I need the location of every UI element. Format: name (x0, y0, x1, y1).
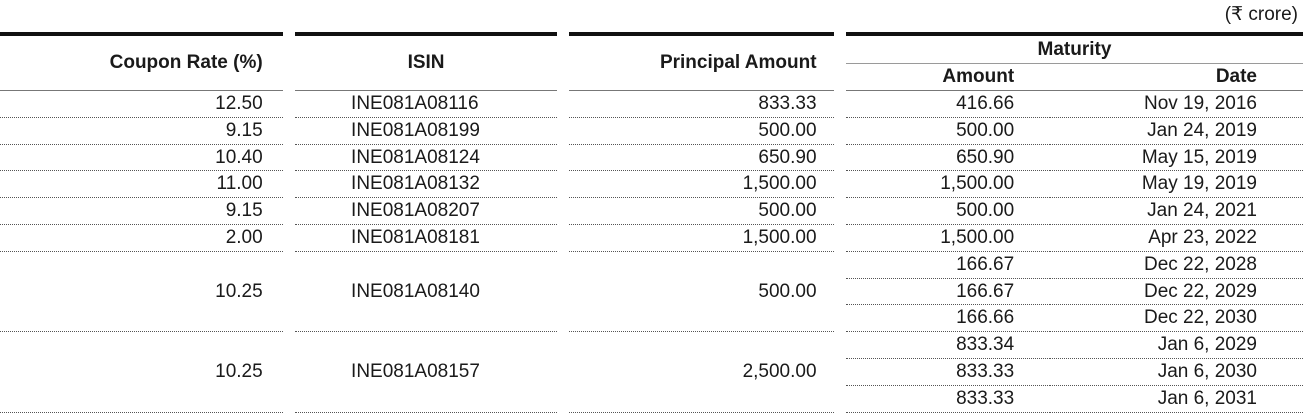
table-row (0, 117, 1303, 144)
maturity-date-cell: Jan 6, 2031 (1050, 385, 1303, 412)
principal-amount-cell: 500.00 (569, 198, 833, 225)
coupon-rate-cell: 9.15 (0, 198, 283, 225)
maturity-amount-cell: 166.67 (846, 251, 1050, 278)
principal-amount-cell: 1,500.00 (569, 171, 833, 198)
maturity-amount-cell: 833.33 (846, 358, 1050, 385)
isin-cell: INE081A08181 (295, 224, 557, 251)
maturity-date-cell: Nov 19, 2016 (1050, 91, 1303, 118)
isin-cell: INE081A08157 (295, 332, 557, 412)
maturity-amount-cell: 1,500.00 (846, 171, 1050, 198)
maturity-amount-cell: 500.00 (846, 198, 1050, 225)
table-row (0, 144, 1303, 171)
maturity-amount-cell: 833.33 (846, 385, 1050, 412)
maturity-date-cell: Jan 24, 2019 (1050, 117, 1303, 144)
isin-cell: INE081A08199 (295, 117, 557, 144)
unit-label: (₹ crore) (1224, 4, 1298, 25)
maturity-date-cell: Apr 23, 2022 (1050, 224, 1303, 251)
maturity-amount-cell: 166.66 (846, 305, 1050, 332)
table-row (0, 91, 1303, 118)
maturity-date-cell: Jan 6, 2029 (1050, 332, 1303, 359)
maturity-amount-cell: 650.90 (846, 144, 1050, 171)
maturity-date-cell: Dec 22, 2030 (1050, 305, 1303, 332)
principal-amount-cell: 2,500.00 (569, 332, 833, 412)
isin-cell: INE081A08124 (295, 144, 557, 171)
maturity-amount-cell: 1,500.00 (846, 224, 1050, 251)
table-row (0, 171, 1303, 198)
maturity-amount-cell: 833.34 (846, 332, 1050, 359)
maturity-amount-cell: 500.00 (846, 117, 1050, 144)
header-coupon-rate: Coupon Rate (%) (0, 34, 283, 91)
table-body (0, 91, 1303, 413)
header-maturity-date: Date (1050, 64, 1303, 91)
coupon-rate-cell: 11.00 (0, 171, 283, 198)
header-isin: ISIN (295, 34, 557, 91)
table-row (0, 224, 1303, 251)
maturity-date-cell: Dec 22, 2029 (1050, 278, 1303, 305)
isin-cell: INE081A08116 (295, 91, 557, 118)
coupon-rate-cell: 10.25 (0, 332, 283, 412)
isin-cell: INE081A08207 (295, 198, 557, 225)
coupon-rate-cell: 12.50 (0, 91, 283, 118)
maturity-date-cell: Jan 24, 2021 (1050, 198, 1303, 225)
isin-cell: INE081A08140 (295, 251, 557, 331)
table-row (0, 251, 1303, 278)
bond-maturity-table (0, 32, 1303, 413)
maturity-date-cell: May 19, 2019 (1050, 171, 1303, 198)
coupon-rate-cell: 2.00 (0, 224, 283, 251)
header-principal-amount: Principal Amount (569, 34, 833, 91)
maturity-date-cell: May 15, 2019 (1050, 144, 1303, 171)
principal-amount-cell: 500.00 (569, 117, 833, 144)
principal-amount-cell: 650.90 (569, 144, 833, 171)
header-maturity-amount: Amount (846, 64, 1050, 91)
table-row (0, 198, 1303, 225)
coupon-rate-cell: 10.40 (0, 144, 283, 171)
principal-amount-cell: 1,500.00 (569, 224, 833, 251)
coupon-rate-cell: 10.25 (0, 251, 283, 331)
principal-amount-cell: 500.00 (569, 251, 833, 331)
coupon-rate-cell: 9.15 (0, 117, 283, 144)
maturity-date-cell: Dec 22, 2028 (1050, 251, 1303, 278)
table-row (0, 332, 1303, 359)
isin-cell: INE081A08132 (295, 171, 557, 198)
header-maturity: Maturity (846, 34, 1303, 64)
principal-amount-cell: 833.33 (569, 91, 833, 118)
maturity-amount-cell: 166.67 (846, 278, 1050, 305)
maturity-amount-cell: 416.66 (846, 91, 1050, 118)
maturity-date-cell: Jan 6, 2030 (1050, 358, 1303, 385)
